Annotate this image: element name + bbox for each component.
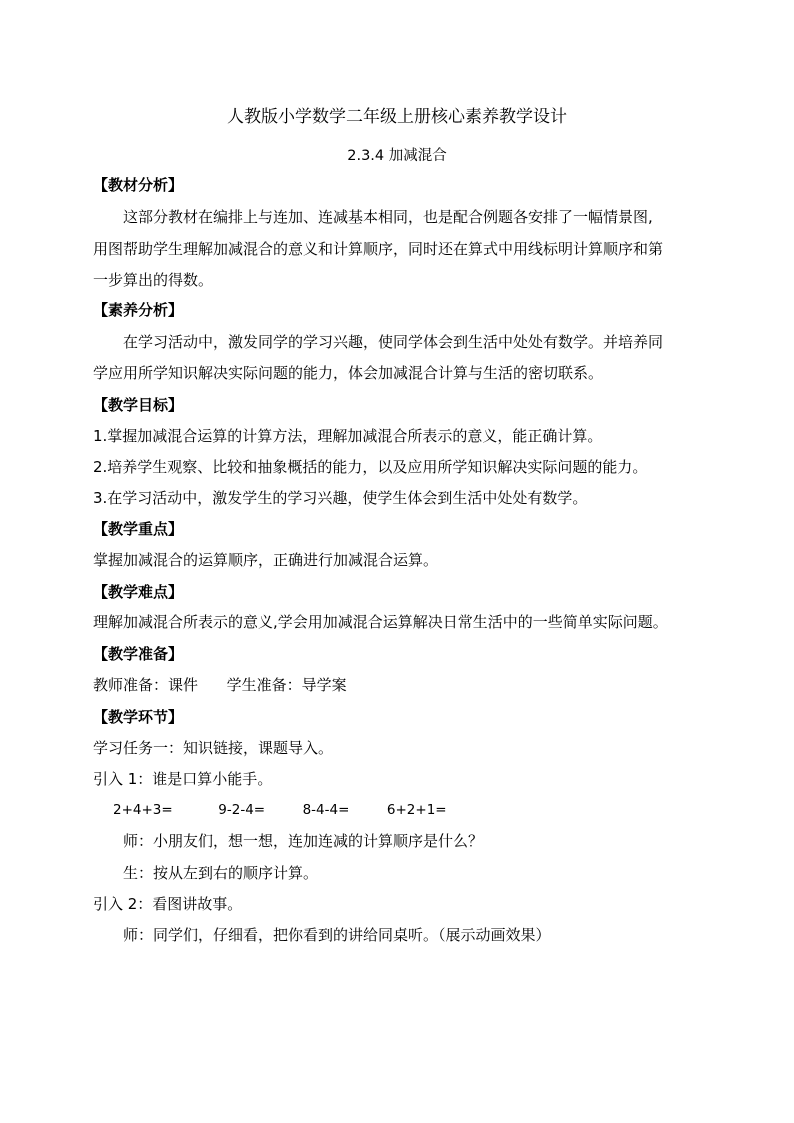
section-heading-key: 【教学重点】: [93, 520, 184, 538]
goal-item: 3.在学习活动中，激发学生的学习兴趣，使学生体会到生活中处处有数学。: [93, 489, 588, 507]
task-line: 学习任务一：知识链接，课题导入。: [93, 739, 334, 757]
formula: 9-2-4=: [218, 802, 266, 818]
paragraph-line: 掌握加减混合的运算顺序，正确进行加减混合运算。: [93, 551, 439, 569]
document-title: 人教版小学数学二年级上册核心素养教学设计: [227, 107, 567, 127]
section-heading-process: 【教学环节】: [93, 708, 184, 726]
dialogue-line: 师：同学们，仔细看，把你看到的讲给同桌听。（展示动画效果）: [123, 926, 551, 944]
section-heading-prep: 【教学准备】: [93, 645, 184, 663]
formula: 2+4+3=: [113, 802, 173, 818]
paragraph-line: 用图帮助学生理解加减混合的意义和计算顺序，同时还在算式中用线标明计算顺序和第: [93, 240, 664, 258]
section-heading-literacy: 【素养分析】: [93, 301, 184, 319]
document-subtitle: 2.3.4 加减混合: [347, 148, 447, 164]
section-heading-goals: 【教学目标】: [93, 396, 184, 414]
formula: 6+2+1=: [386, 802, 447, 818]
dialogue-line: 师：小朋友们，想一想，连加连减的计算顺序是什么？: [123, 832, 484, 850]
paragraph-line: 学应用所学知识解决实际问题的能力，体会加减混合计算与生活的密切联系。: [93, 364, 604, 382]
goal-item: 2.培养学生观察、比较和抽象概括的能力，以及应用所学知识解决实际问题的能力。: [93, 458, 648, 476]
section-heading-textbook: 【教材分析】: [93, 176, 184, 194]
formula-row: [113, 799, 447, 821]
intro-line: 引入 1：谁是口算小能手。: [93, 770, 273, 788]
section-heading-difficult: 【教学难点】: [93, 583, 184, 601]
dialogue-line: 生：按从左到右的顺序计算。: [123, 864, 319, 882]
paragraph-line: 在学习活动中，激发同学的学习兴趣，使同学体会到生活中处处有数学。并培养同: [123, 333, 664, 351]
paragraph-line: 这部分教材在编排上与连加、连减基本相同，也是配合例题各安排了一幅情景图,: [123, 208, 653, 226]
goal-item: 1.掌握加减混合运算的计算方法，理解加减混合所表示的意义，能正确计算。: [93, 427, 603, 445]
paragraph-line: 一步算出的得数。: [93, 271, 214, 289]
formula: 8-4-4=: [302, 802, 350, 818]
intro-line: 引入 2：看图讲故事。: [93, 895, 243, 913]
paragraph-line: 理解加减混合所表示的意义,学会用加减混合运算解决日常生活中的一些简单实际问题。: [93, 613, 668, 631]
paragraph-line: 教师准备：课件 学生准备：导学案: [93, 676, 347, 694]
